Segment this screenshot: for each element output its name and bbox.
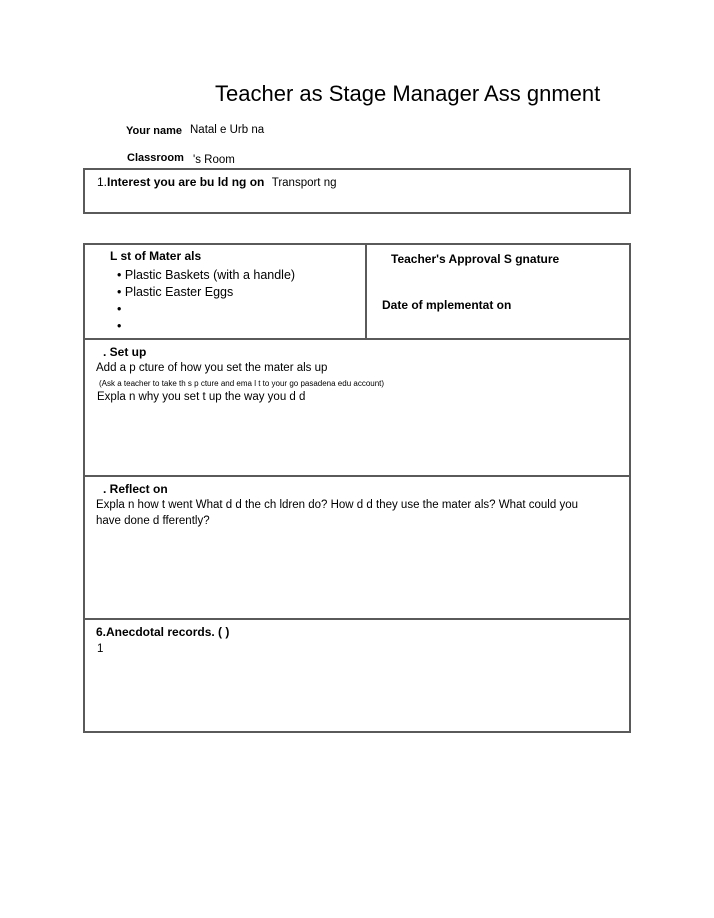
materials-divider xyxy=(365,243,367,340)
row-divider-reflect xyxy=(83,475,631,477)
page-title: Teacher as Stage Manager Ass gnment xyxy=(215,81,601,106)
interest-label: Interest you are bu ld ng on xyxy=(107,175,265,189)
your-name-value[interactable]: Natal e Urb na xyxy=(190,124,265,136)
your-name-label: Your name xyxy=(126,125,183,137)
setup-instruction: Add a p cture of how you set the mater als up xyxy=(96,362,328,374)
materials-heading: L st of Mater als xyxy=(110,249,202,263)
row-divider-anecdotal xyxy=(83,618,631,620)
material-item[interactable] xyxy=(117,318,295,335)
interest-value[interactable]: Transport ng xyxy=(271,177,337,189)
setup-heading: . Set up xyxy=(103,345,147,359)
implementation-date-label: Date of mplementat on xyxy=(382,298,512,312)
interest-row xyxy=(97,175,337,189)
reflect-question-line1: Expla n how t went What d d the ch ldren do? How d d they use the mater als? What could you xyxy=(96,499,578,511)
setup-note: (Ask a teacher to take th s p cture and ema l t to your go pasadena edu account) xyxy=(99,379,385,388)
material-item[interactable] xyxy=(117,301,295,318)
classroom-value[interactable]: 's Room xyxy=(193,154,235,166)
approval-signature-label: Teacher's Approval S gnature xyxy=(391,252,560,266)
anecdotal-heading: 6.Anecdotal records. ( ) xyxy=(96,625,230,639)
reflect-heading: . Reflect on xyxy=(103,482,168,496)
classroom-label: Classroom xyxy=(127,152,184,164)
material-item[interactable]: • Plastic Baskets (with a handle) xyxy=(117,267,295,284)
anecdotal-record-1[interactable]: 1 xyxy=(97,643,104,655)
interest-number: 1. xyxy=(97,175,108,189)
setup-explain: Expla n why you set t up the way you d d xyxy=(97,391,306,403)
material-item[interactable]: • Plastic Easter Eggs xyxy=(117,284,295,301)
row-divider-setup xyxy=(83,338,631,340)
materials-list xyxy=(117,267,295,335)
reflect-question-line2: have done d fferently? xyxy=(96,515,210,527)
